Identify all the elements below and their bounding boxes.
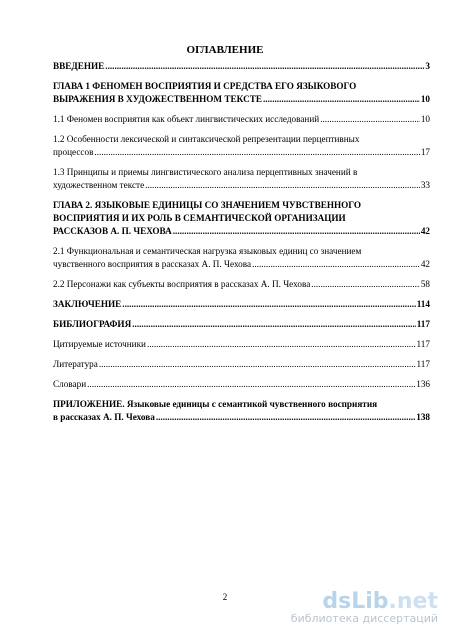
toc-entry [53, 60, 430, 73]
toc-entry-text: Цитируемые источники [53, 339, 146, 349]
toc-entry [53, 298, 430, 311]
toc-dot-leader [173, 225, 420, 238]
toc-entry [53, 199, 430, 238]
page-number: 2 [222, 592, 228, 602]
toc-dot-leader [94, 146, 419, 159]
toc-entry-text: ВЫРАЖЕНИЯ В ХУДОЖЕСТВЕННОМ ТЕКСТЕ [53, 94, 262, 104]
toc-entry-text: БИБЛИОГРАФИЯ [53, 319, 132, 329]
toc-entry [53, 245, 430, 271]
toc-entry-page: 117 [416, 339, 430, 349]
toc-entry-text: художественном тексте [53, 180, 145, 190]
toc-entry-text: ЗАКЛЮЧЕНИЕ [53, 299, 122, 309]
toc-entry-page: 10 [420, 114, 430, 124]
toc-entry-text: 2.2 Персонажи как субъекты восприятия в рассказах А. П. Чехова [53, 279, 311, 289]
toc-entry-text: ВОСПРИЯТИЯ И ИХ РОЛЬ В СЕМАНТИЧЕСКОЙ ОРГАНИЗАЦИИ [53, 213, 346, 223]
toc-dot-leader [320, 113, 420, 126]
toc-entry-text: Словари [53, 379, 87, 389]
toc-entry [53, 398, 430, 424]
toc-entry-text: в рассказах А. П. Чехова [53, 412, 155, 422]
toc-entry [53, 80, 430, 106]
toc-dot-leader [252, 258, 420, 271]
toc-dot-leader [87, 378, 415, 391]
toc-entry-page: 117 [416, 359, 430, 369]
watermark-logo [291, 591, 438, 625]
toc-dot-leader [132, 318, 416, 331]
toc-dot-leader [311, 278, 420, 291]
watermark-logo-main: dsLib [322, 589, 389, 614]
toc-entry-text: 2.1 Функциональная и семантическая нагрузка языковых единиц со значением [53, 246, 362, 256]
toc-dot-leader [105, 60, 424, 73]
table-of-contents [53, 60, 430, 424]
toc-entry [53, 166, 430, 192]
toc-entry-page: 114 [416, 299, 430, 309]
toc-dot-leader [156, 411, 415, 424]
toc-dot-leader [147, 338, 416, 351]
toc-entry-page: 3 [425, 61, 430, 71]
toc-entry-text: ПРИЛОЖЕНИЕ. Языковые единицы с семантикой чувственного восприятия [53, 399, 378, 409]
toc-entry-text: 1.3 Принципы и приемы лингвистического анализа перцептивных значений в [53, 167, 358, 177]
toc-dot-leader [263, 93, 420, 106]
toc-entry-page: 10 [420, 94, 430, 104]
toc-entry-page: 17 [420, 147, 430, 157]
toc-entry-text: чувственного восприятия в рассказах А. П. Чехова [53, 259, 252, 269]
toc-entry [53, 378, 430, 391]
toc-entry [53, 133, 430, 159]
toc-entry-page: 138 [416, 412, 430, 422]
toc-entry-text: РАССКАЗОВ А. П. ЧЕХОВА [53, 226, 172, 236]
toc-entry-text: ГЛАВА 1 ФЕНОМЕН ВОСПРИЯТИЯ И СРЕДСТВА ЕГО ЯЗЫКОВОГО [53, 81, 357, 91]
toc-dot-leader [145, 179, 420, 192]
toc-entry-page: 42 [420, 226, 430, 236]
toc-entry-text: процессов [53, 147, 94, 157]
toc-entry-text: 1.1 Феномен восприятия как объект лингвистических исследований [53, 114, 320, 124]
toc-entry-text: Литература [53, 359, 98, 369]
toc-entry [53, 318, 430, 331]
toc-entry-page: 117 [416, 319, 430, 329]
watermark-logo-text [291, 591, 438, 613]
toc-entry-text: 1.2 Особенности лексической и синтаксической репрезентации перцептивных [53, 134, 360, 144]
toc-entry-page: 58 [420, 279, 430, 289]
toc-entry-page: 42 [420, 259, 430, 269]
toc-dot-leader [99, 358, 416, 371]
toc-entry [53, 278, 430, 291]
watermark-subtitle: библиотека диссертаций [290, 612, 438, 625]
toc-dot-leader [122, 298, 415, 311]
toc-entry [53, 338, 430, 351]
toc-entry-text: ГЛАВА 2. ЯЗЫКОВЫЕ ЕДИНИЦЫ СО ЗНАЧЕНИЕМ ЧУВСТВЕННОГО [53, 200, 362, 210]
toc-entry [53, 358, 430, 371]
watermark-logo-tld: .net [388, 589, 438, 614]
toc-entry-text: ВВЕДЕНИЕ [53, 61, 105, 71]
page-title: ОГЛАВЛЕНИЕ [186, 44, 264, 56]
toc-entry [53, 113, 430, 126]
toc-entry-page: 136 [416, 379, 430, 389]
toc-entry-page: 33 [420, 180, 430, 190]
